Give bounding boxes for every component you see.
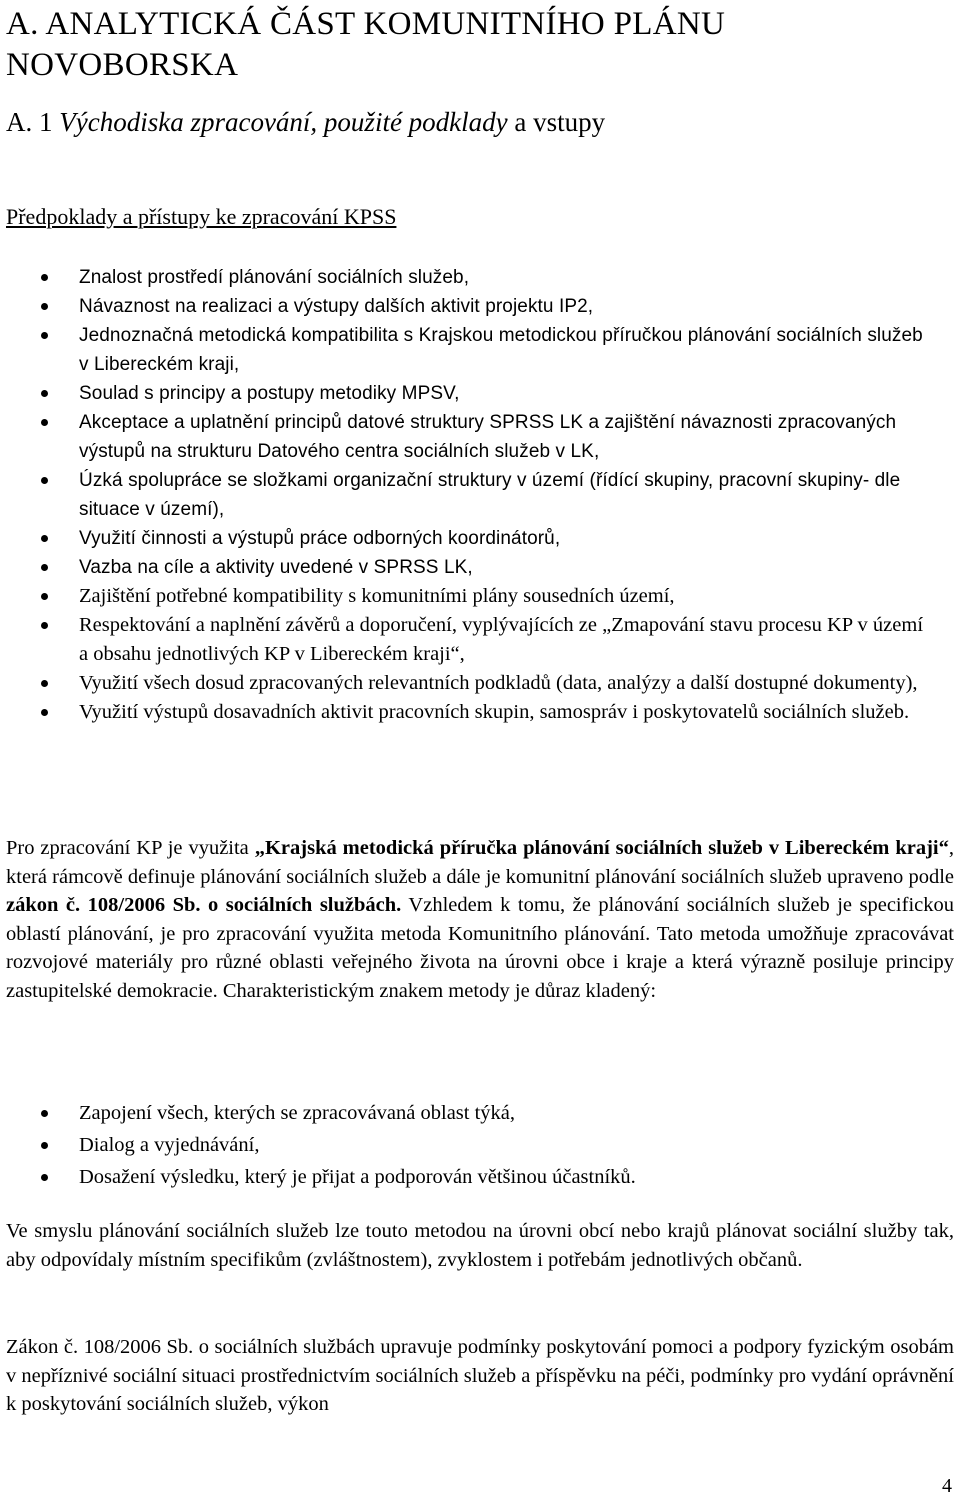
list-item bbox=[0, 1161, 940, 1193]
bullet-icon bbox=[41, 419, 48, 426]
list-item bbox=[0, 611, 940, 669]
bullet-icon bbox=[41, 390, 48, 397]
bullet-icon bbox=[41, 1174, 48, 1181]
list-item-text: Úzká spolupráce se složkami organizační struktury v území (řídící skupiny, pracovní skupiny- dle situace v území), bbox=[79, 470, 901, 520]
list-item bbox=[0, 263, 940, 292]
section-number: A. 1 bbox=[6, 107, 60, 137]
paragraph-text: Pro zpracování KP je využita bbox=[6, 837, 255, 859]
list-item bbox=[0, 292, 940, 321]
chapter-heading: A. ANALYTICKÁ ČÁST KOMUNITNÍHO PLÁNU NOVOBORSKA bbox=[6, 6, 726, 83]
bullet-icon bbox=[41, 303, 48, 310]
principles-list bbox=[0, 1097, 940, 1193]
list-item-text: Využití výstupů dosavadních aktivit pracovních skupin, samospráv i poskytovatelů sociálních služeb. bbox=[79, 701, 910, 723]
bullet-icon bbox=[41, 535, 48, 542]
page-number: 4 bbox=[942, 1475, 952, 1497]
planning-paragraph: Ve smyslu plánování sociálních služeb lze touto metodou na úrovni obcí nebo krajů plánovat sociální služby tak, aby odpovídaly místním specifikům (zvláštnostem), zvyklostem i potřebám jednotlivých občanů. bbox=[6, 1220, 954, 1271]
list-item bbox=[0, 1097, 940, 1129]
list-item-text: Využití činnosti a výstupů práce odborných koordinátorů, bbox=[79, 528, 561, 549]
list-item-text: Jednoznačná metodická kompatibilita s Krajskou metodickou příručkou plánování sociálních služeb v Libereckém kraji, bbox=[79, 325, 923, 375]
bullet-icon bbox=[41, 477, 48, 484]
list-item bbox=[0, 582, 940, 611]
handbook-title: „Krajská metodická příručka plánování sociálních služeb v Libereckém kraji“ bbox=[254, 837, 949, 859]
methodology-paragraph bbox=[6, 834, 954, 1006]
bullet-icon bbox=[41, 1142, 48, 1149]
bullet-icon bbox=[41, 709, 48, 716]
list-item bbox=[0, 1129, 940, 1161]
bullet-icon bbox=[41, 1110, 48, 1117]
section-title-suffix: a vstupy bbox=[507, 107, 606, 137]
list-item bbox=[0, 321, 940, 379]
list-item bbox=[0, 379, 940, 408]
bullet-icon bbox=[41, 593, 48, 600]
list-item-text: Znalost prostředí plánování sociálních služeb, bbox=[79, 267, 470, 288]
list-item-text: Zajištění potřebné kompatibility s komunitními plány sousedních území, bbox=[79, 585, 675, 607]
subsection-heading: Předpoklady a přístupy ke zpracování KPSS bbox=[6, 204, 397, 229]
list-item bbox=[0, 553, 940, 582]
list-item-text: Soulad s principy a postupy metodiky MPSV, bbox=[79, 383, 460, 404]
list-item-text: Návaznost na realizaci a výstupy dalších aktivit projektu IP2, bbox=[79, 296, 594, 317]
list-item bbox=[0, 524, 940, 553]
list-item bbox=[0, 698, 940, 727]
list-item bbox=[0, 669, 940, 698]
list-item bbox=[0, 466, 940, 524]
bullet-icon bbox=[41, 332, 48, 339]
list-item-text: Dialog a vyjednávání, bbox=[79, 1134, 260, 1156]
list-item-text: Vazba na cíle a aktivity uvedené v SPRSS LK, bbox=[79, 557, 473, 578]
law-reference: zákon č. 108/2006 Sb. o sociálních službách. bbox=[6, 894, 402, 917]
bullet-icon bbox=[41, 622, 48, 629]
list-item-text: Zapojení všech, kterých se zpracovávaná oblast týká, bbox=[79, 1102, 516, 1124]
law-paragraph: Zákon č. 108/2006 Sb. o sociálních službách upravuje podmínky poskytování pomoci a podpory fyzickým osobám v nepříznivé sociální situaci prostřednictvím sociálních služeb a příspěvku na péči, podmínky pro vydání oprávnění k poskytování sociálních služeb, výkon bbox=[6, 1336, 954, 1416]
section-heading bbox=[6, 105, 605, 139]
section-title-italic: Východiska zpracování, použité podklady bbox=[59, 107, 508, 137]
paragraph-text: , která rámcově definuje plánování sociálních služeb a dále je komunitní plánování sociálních služeb upraveno podle bbox=[6, 837, 954, 888]
paragraph-text: Vzhledem k tomu, že plánování sociálních služeb je specifickou oblastí plánování, je pro zpracování využita metoda Komunitního plánování. Tato metoda umožňuje zpracovávat rozvojové materiály pro různé oblasti veřejného života na úrovni obce i kraje a která výrazně posiluje principy zastupitelské demokracie. Charakteristickým znakem metody je důraz kladený: bbox=[6, 894, 954, 1002]
list-item-text: Dosažení výsledku, který je přijat a podporován většinou účastníků. bbox=[79, 1166, 636, 1188]
assumptions-list bbox=[0, 263, 940, 727]
list-item bbox=[0, 408, 940, 466]
list-item-text: Akceptace a uplatnění principů datové struktury SPRSS LK a zajištění návaznosti zpracovaných výstupů na strukturu Datového centra sociálních služeb v LK, bbox=[79, 412, 897, 462]
list-item-text: Respektování a naplnění závěrů a doporučení, vyplývajících ze „Zmapování stavu procesu KP v území a obsahu jednotlivých KP v Libereckém kraji“, bbox=[79, 614, 924, 665]
list-item-text: Využití všech dosud zpracovaných relevantních podkladů (data, analýzy a další dostupné dokumenty), bbox=[79, 672, 918, 694]
bullet-icon bbox=[41, 680, 48, 687]
bullet-icon bbox=[41, 274, 48, 281]
bullet-icon bbox=[41, 564, 48, 571]
